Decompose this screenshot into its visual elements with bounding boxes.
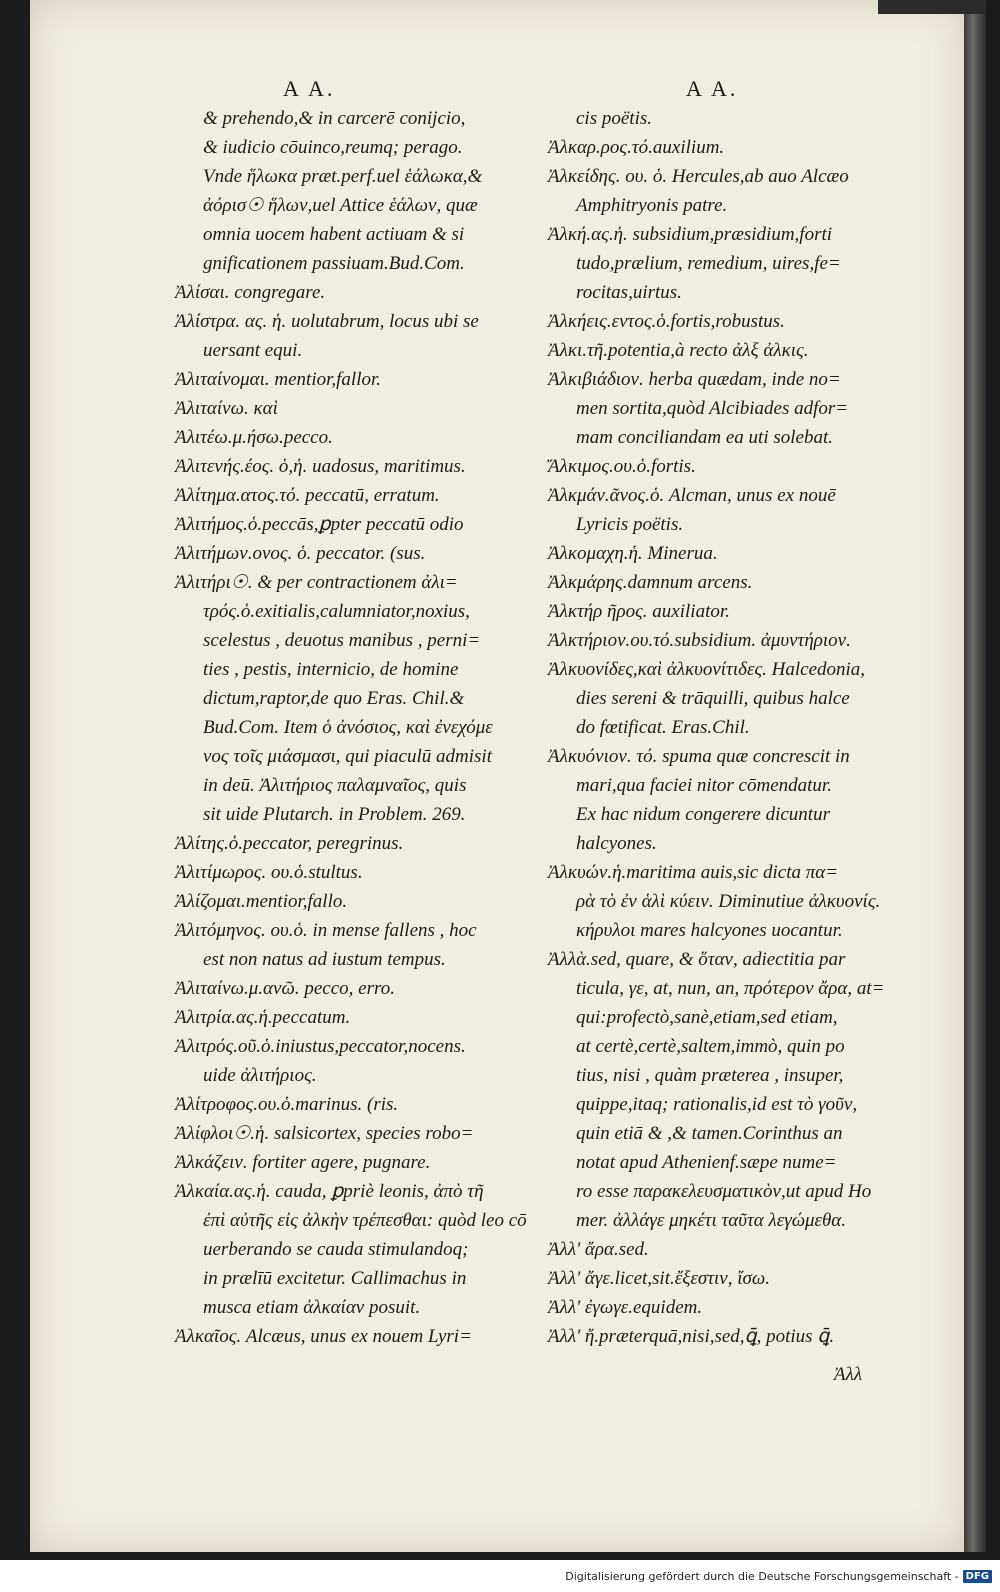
entry-line: halcyones. <box>576 833 657 854</box>
entry-line: Ἀλίστρα. ας. ἡ. uolutabrum, locus ubi se <box>175 311 479 332</box>
entry-line: qui:profectò,sanè,etiam,sed etiam, <box>576 1007 838 1028</box>
entry-line: Ἀλκαρ.ρος.τό.auxilium. <box>548 137 725 158</box>
entry-line: τρός.ὁ.exitialis,calumniator,noxius, <box>203 601 470 622</box>
entry-line: uide ἀλιτήριος. <box>203 1065 317 1086</box>
entry-line: tius, nisi , quàm præterea , insuper, <box>576 1065 844 1086</box>
entry-line: Ἀλκτήρ ῆρος. auxiliator. <box>548 601 730 622</box>
catchword: Ἀλλ <box>834 1364 863 1385</box>
entry-line: & iudicio cōuinco,reumq; perago. <box>203 137 463 158</box>
page-edge <box>964 0 986 1552</box>
entry-line: quin etiā & ,& tamen.Corinthus an <box>576 1123 843 1144</box>
entry-line: Ἀλιτήρι☉. & per contractionem ἀλι= <box>175 572 458 593</box>
footer-bar <box>0 1560 1000 1592</box>
entry-line: Ἀλκαῖος. Alcæus, unus ex nouem Lyri= <box>175 1326 472 1347</box>
entry-line: Ἀλλ' ἐγωγε.equidem. <box>548 1297 703 1318</box>
entry-line: cis poëtis. <box>576 108 652 129</box>
entry-line: Ἄλκιμος.ου.ὁ.fortis. <box>548 456 696 477</box>
entry-line: Ἀλιτίμωρος. ου.ὁ.stultus. <box>175 862 363 883</box>
entry-line: ties , pestis, internicio, de homine <box>203 659 459 680</box>
entry-line: mam conciliandam ea uti solebat. <box>576 427 833 448</box>
entry-line: at certè,certè,saltem,immò, quin po <box>576 1036 845 1057</box>
entry-line: Amphitryonis patre. <box>576 195 728 216</box>
entry-line: Ἀλκμάρης.damnum arcens. <box>548 572 753 593</box>
entry-line: Ἀλιταίνομαι. mentior,fallor. <box>175 369 382 390</box>
entry-line: Vnde ἥλωκα præt.perf.uel ἑάλωκα,& <box>203 166 483 187</box>
right-column-header: A A. <box>686 76 739 101</box>
entry-line: dictum,raptor,de quo Eras. Chil.& <box>203 688 465 709</box>
entry-line: ἀόρισ☉ ἥλων,uel Attice ἑάλων, quæ <box>203 195 478 216</box>
entry-line: do fœtificat. Eras.Chil. <box>576 717 750 738</box>
entry-line: Ἀλκυόνιον. τό. spuma quæ concrescit in <box>548 746 850 767</box>
left-column-header: A A. <box>283 76 336 101</box>
entry-line: in deū. Ἀλιτήριος παλαμναῖος, quis <box>203 775 467 796</box>
entry-line: κήρυλοι mares halcyones uocantur. <box>576 920 843 941</box>
entry-line: mari,qua faciei nitor cōmendatur. <box>576 775 832 796</box>
entry-line: Ἀλίζομαι.mentior,fallo. <box>175 891 348 912</box>
right-column-lines <box>548 104 918 1351</box>
entry-line: & prehendo,& in carcerē conijcio, <box>203 108 466 129</box>
entry-line: Ἀλίσαι. congregare. <box>175 282 326 303</box>
entry-line: Ἀλκαία.ας.ἡ. cauda, ꝑpriè leonis, ἀπὸ τῆ <box>175 1181 484 1202</box>
dfg-logo: DFG <box>963 1570 992 1583</box>
entry-line: Ἀλιτρία.ας.ἡ.peccatum. <box>175 1007 351 1028</box>
entry-line: Ἀλίτημα.ατος.τό. peccatū, erratum. <box>175 485 440 506</box>
entry-line: Ἀλκτήριον.ου.τό.subsidium. ἀμυντήριον. <box>548 630 851 651</box>
entry-line: Ἀλιτέω.μ.ήσω.pecco. <box>175 427 333 448</box>
entry-line: ticula, γε, at, nun, an, πρότερον ἄρα, at= <box>576 978 885 999</box>
entry-line: Ex hac nidum congerere dicuntur <box>576 804 830 825</box>
entry-line: rocitas,uirtus. <box>576 282 682 303</box>
entry-line: Ἀλκήεις.εντος.ὁ.fortis,robustus. <box>548 311 785 332</box>
entry-line: Ἀλίφλοι☉.ἡ. salsicortex, species robo= <box>175 1123 474 1144</box>
entry-line: Ἀλκείδης. ου. ὁ. Hercules,ab auo Alcæo <box>548 166 849 187</box>
entry-line: Ἀλκι.τῆ.potentia,à recto ἀλξ ἀλκις. <box>548 340 809 361</box>
entry-line: uersant equi. <box>203 340 303 361</box>
entry-line: Ἀλιτρός.οῦ.ὁ.iniustus,peccator,nocens. <box>175 1036 466 1057</box>
entry-line: ἐπὶ αὐτῆς εἰς ἀλκὴν τρέπεσθαι: quòd leo cō <box>203 1210 527 1231</box>
page-corner <box>878 0 986 14</box>
entry-line: scelestus , deuotus manibus , perni= <box>203 630 481 651</box>
entry-line: Ἀλιταίνω. καὶ <box>175 398 278 419</box>
entry-line: Ἀλλ' ἤ.præterquā,nisi,sed,ꝗ̄, potius ꝗ̄. <box>548 1326 835 1347</box>
entry-line: in prælīū excitetur. Callimachus in <box>203 1268 467 1289</box>
left-column <box>175 76 527 1351</box>
entry-line: Ἀλκομαχη.ἡ. Minerua. <box>548 543 718 564</box>
entry-line: Lyricis poëtis. <box>576 514 684 535</box>
entry-line: νος τοῖς μιάσμασι, qui piaculū admisit <box>203 746 492 767</box>
entry-line: Ἀλιτήμος.ὁ.peccās,ꝑpter peccatū odio <box>175 514 464 535</box>
entry-line: tudo,prælium, remedium, uires,fe= <box>576 253 841 274</box>
entry-line: Ἀλλ' ἄρα.sed. <box>548 1239 649 1260</box>
entry-line: quippe,itaq; rationalis,id est τὸ γοῦν, <box>576 1094 858 1115</box>
entry-line: Ἀλιταίνω.μ.ανῶ. pecco, erro. <box>175 978 395 999</box>
entry-line: Ἀλκή.ας.ἡ. subsidium,præsidium,forti <box>548 224 833 245</box>
entry-line: Ἀλκυών.ἡ.maritima auis,sic dicta πα= <box>548 862 839 883</box>
left-column-lines <box>175 104 527 1351</box>
entry-line: Ἀλκυονίδες,καὶ ἀλκυονίτιδες. Halcedonia, <box>548 659 866 680</box>
entry-line: Ἀλκιβιάδιον. herba quædam, inde no= <box>548 369 841 390</box>
right-column <box>548 76 918 1351</box>
footer-credit: Digitalisierung gefördert durch die Deutsche Forschungsgemeinschaft - <box>565 1569 959 1583</box>
entry-line: est non natus ad iustum tempus. <box>203 949 446 970</box>
entry-line: Ἀλιτενής.έος. ὁ,ἡ. uadosus, maritimus. <box>175 456 466 477</box>
entry-line: gnificationem passiuam.Bud.Com. <box>203 253 465 274</box>
entry-line: ro esse παρακελευσματικὸν,ut apud Ho <box>576 1181 872 1202</box>
entry-line: Ἀλίτροφος.ου.ὁ.marinus. (ris. <box>175 1094 399 1115</box>
entry-line: Ἀλίτης.ὁ.peccator, peregrinus. <box>175 833 404 854</box>
entry-line: Ἀλλ' ἄγε.licet,sit.ἔξεστιν, ἴσω. <box>548 1268 771 1289</box>
entry-line: men sortita,quòd Alcibiades adfor= <box>576 398 849 419</box>
entry-line: notat apud Athenienf.sæpe nume= <box>576 1152 837 1173</box>
entry-line: Ἀλκμάν.ᾶνος.ὁ. Alcman, unus ex nouē <box>548 485 836 506</box>
entry-line: Bud.Com. Item ὁ ἀνόσιος, καὶ ἐνεχόμε <box>203 717 493 738</box>
entry-line: Ἀλλὰ.sed, quare, & ὅταν, adiectitia par <box>548 949 846 970</box>
entry-line: Ἀλιτήμων.ονος. ὁ. peccator. (sus. <box>175 543 426 564</box>
entry-line: ρὰ τὸ ἐν ἁλὶ κύειν. Diminutiue ἀλκυονίς. <box>576 891 881 912</box>
entry-line: sit uide Plutarch. in Problem. 269. <box>203 804 466 825</box>
entry-line: uerberando se cauda stimulandoq; <box>203 1239 469 1260</box>
entry-line: omnia uocem habent actiuam & si <box>203 224 465 245</box>
entry-line: musca etiam ἀλκαίαν posuit. <box>203 1297 421 1318</box>
entry-line: Ἀλιτόμηνος. ου.ὁ. in mense fallens , hoc <box>175 920 477 941</box>
entry-line: dies sereni & trāquilli, quibus halce <box>576 688 850 709</box>
entry-line: Ἀλκάζειν. fortiter agere, pugnare. <box>175 1152 431 1173</box>
entry-line: mer. ἀλλάγε μηκέτι ταῦτα λεγώμεθα. <box>576 1210 847 1231</box>
